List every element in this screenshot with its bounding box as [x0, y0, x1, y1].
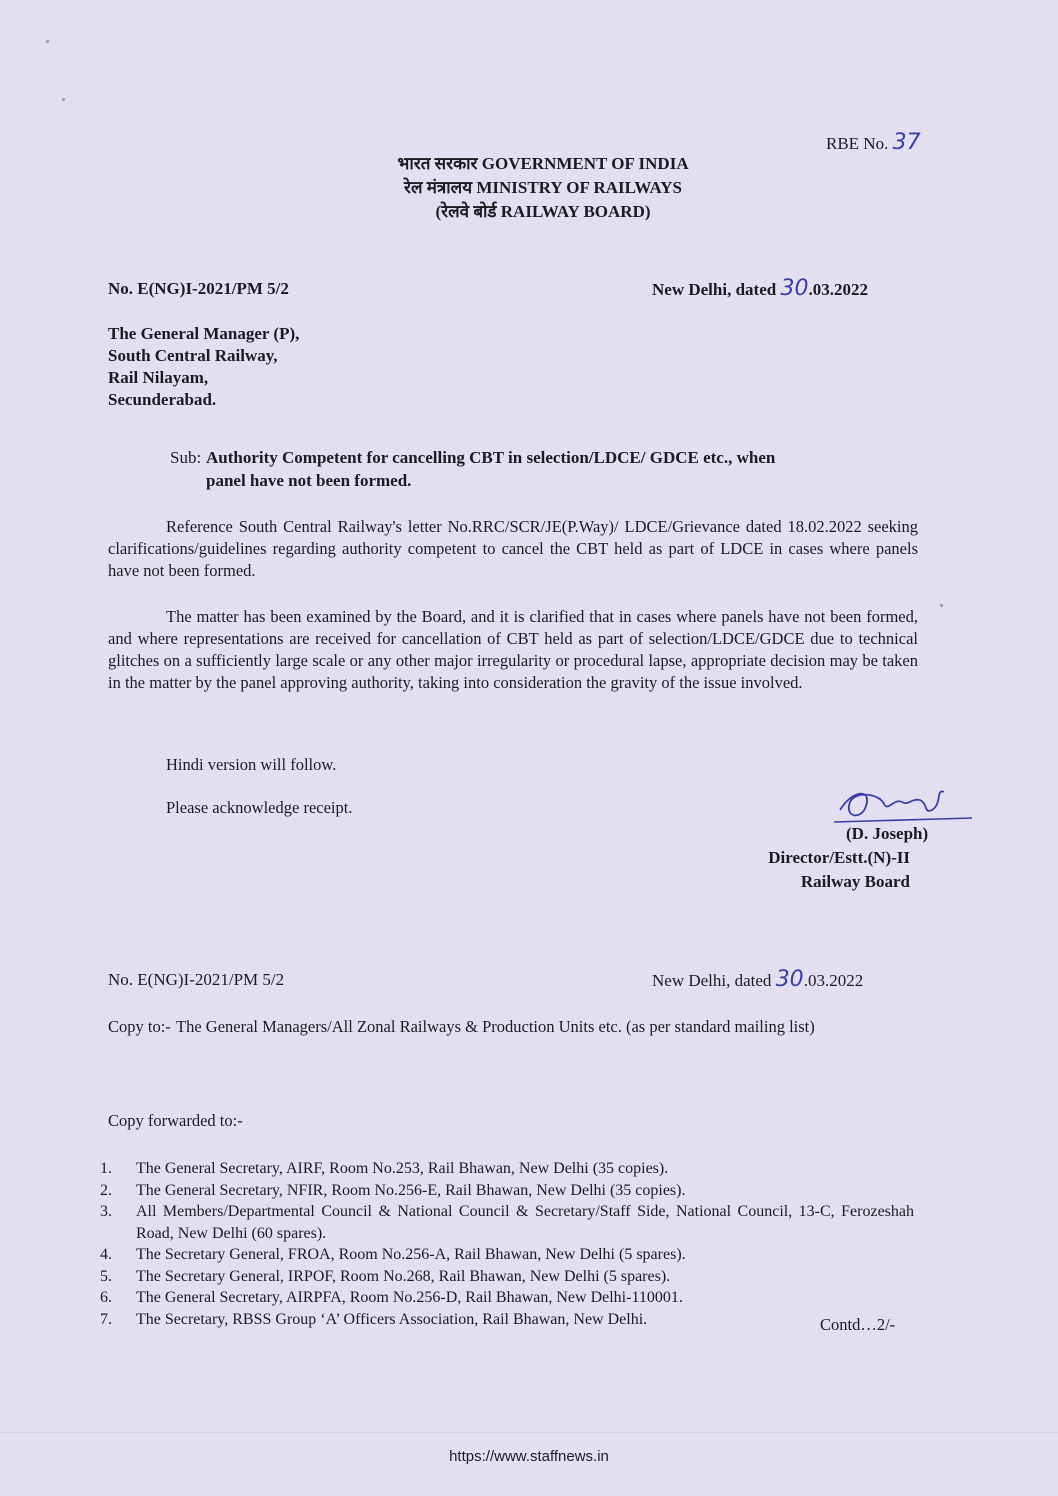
handwritten-day: 30	[775, 967, 804, 992]
copy-forwarded-label: Copy forwarded to:-	[108, 1111, 243, 1130]
scan-divider	[0, 1432, 1058, 1433]
copy-ref-number: No. E(NG)I-2021/PM 5/2	[108, 970, 285, 989]
signatory-office: Railway Board	[800, 872, 910, 891]
addressee-line: South Central Railway,	[108, 346, 278, 365]
paragraph-acknowledge: Please acknowledge receipt.	[166, 798, 353, 817]
list-item: 6. The General Secretary, AIRPFA, Room No.256-D, Rail Bhawan, New Delhi-110001.	[100, 1289, 683, 1306]
rbe-label: RBE No.	[826, 134, 889, 153]
list-item: 3. All Members/Departmental Council & National Council & Secretary/Staff Side, National Council, 13-C, Ferozeshah Road, New Delhi (60 spares).	[100, 1203, 914, 1242]
paragraph-reference: Reference South Central Railway's letter No.RRC/SCR/JE(P.Way)/ LDCE/Grievance dated 18.02.2022 seeking clarifications/guidelines regarding authority competent to cancel the CBT held as part of LDCE in cases where panels have not been formed.	[108, 517, 918, 580]
paragraph-clarification: The matter has been examined by the Board, and it is clarified that in cases where panels have not been formed, and where representations are received for cancellation of CBT held as part of selection/LDCE/GDCE due to technical glitches on a sufficiently large scale or any other major irregularity or procedural lapse, appropriate decision may be taken in the matter by the panel approving authority, taking into consideration the gravity of the issue involved.	[108, 607, 918, 692]
letter-date: New Delhi, dated 30.03.2022	[652, 276, 868, 301]
list-item: 1. The General Secretary, AIRF, Room No.253, Rail Bhawan, New Delhi (35 copies).	[100, 1160, 669, 1177]
scan-speck	[46, 40, 49, 43]
handwritten-day: 30	[780, 276, 809, 301]
subject-line-2: panel have not been formed.	[206, 471, 412, 490]
signatory-name: (D. Joseph)	[846, 824, 929, 843]
signatory-designation: Director/Estt.(N)-II	[768, 848, 910, 867]
list-item: 4. The Secretary General, FROA, Room No.256-A, Rail Bhawan, New Delhi (5 spares).	[100, 1246, 686, 1263]
addressee-line: The General Manager (P),	[108, 324, 300, 343]
addressee-line: Secunderabad.	[108, 390, 217, 409]
header-ministry: रेल मंत्रालय MINISTRY OF RAILWAYS	[404, 178, 682, 197]
rbe-handwritten-number: 37	[892, 130, 921, 155]
copy-date: New Delhi, dated 30.03.2022	[652, 967, 864, 992]
list-item: 2. The General Secretary, NFIR, Room No.256-E, Rail Bhawan, New Delhi (35 copies).	[100, 1181, 686, 1199]
scan-speck	[940, 604, 943, 607]
subject-label: Sub:	[170, 448, 202, 467]
footer-url[interactable]: https://www.staffnews.in	[449, 1448, 609, 1465]
header-board: (रेलवे बोर्ड RAILWAY BOARD)	[435, 202, 651, 221]
continued-marker: Contd…2/-	[820, 1315, 896, 1334]
addressee-block	[108, 323, 299, 411]
scan-speck	[62, 98, 65, 101]
letter-ref-number: No. E(NG)I-2021/PM 5/2	[108, 279, 289, 298]
header-government: भारत सरकार GOVERNMENT OF INDIA	[397, 154, 689, 173]
subject-line-1: Authority Competent for cancelling CBT in selection/LDCE/ GDCE etc., when	[206, 448, 776, 467]
copy-to-label: Copy to:-	[108, 1017, 171, 1036]
copy-forwarded-list	[100, 1158, 914, 1330]
list-item: 5. The Secretary General, IRPOF, Room No.268, Rail Bhawan, New Delhi (5 spares).	[100, 1267, 671, 1285]
addressee-line: Rail Nilayam,	[108, 368, 209, 387]
paragraph-hindi-version: Hindi version will follow.	[166, 755, 337, 774]
list-item: 7. The Secretary, RBSS Group ‘A’ Officers Association, Rail Bhawan, New Delhi.	[100, 1310, 648, 1328]
copy-to-text: The General Managers/All Zonal Railways & Production Units etc. (as per standard mailing list)	[176, 1017, 815, 1036]
